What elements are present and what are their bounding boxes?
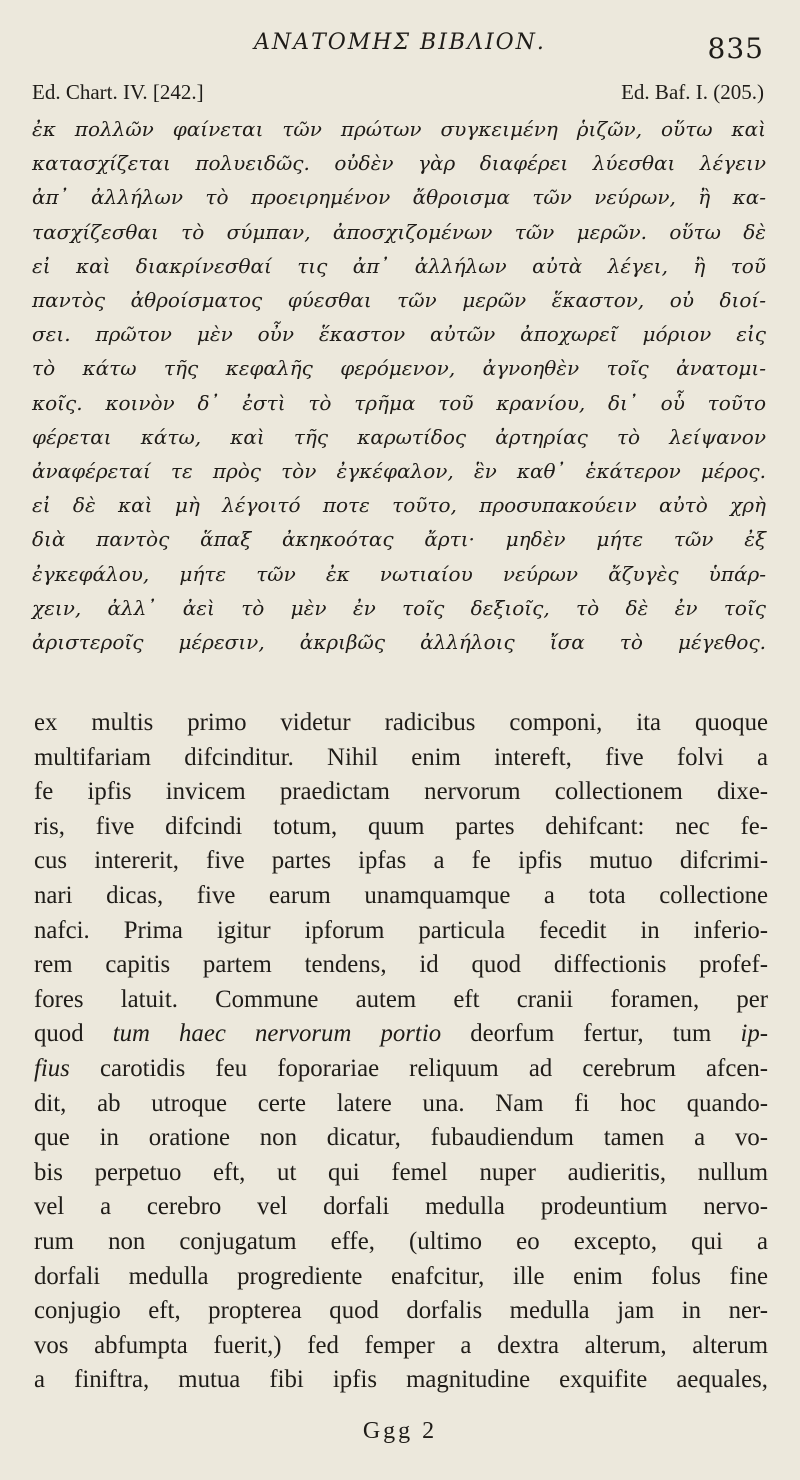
latin-italic-fragment: ip-: [740, 1020, 768, 1048]
greek-line: ἀριστεροῖς μέρεσιν, ἀκριβῶς ἀλλήλοις ἴσα τὸ μέγεθος.: [32, 630, 766, 655]
latin-line: vel a cerebro vel dorfali medulla prodeuntium nervo-: [34, 1193, 768, 1221]
latin-fragment: carotidis feu foporariae reliquum ad cerebrum afcen-: [99, 1054, 768, 1082]
greek-text: [32, 112, 766, 659]
latin-line: nari dicas, five earum unamquamque a tota collectione: [34, 881, 768, 909]
latin-text: [34, 706, 768, 1398]
latin-italic-fragment: fius: [34, 1054, 70, 1082]
latin-italic-fragment: tum haec nervorum portio: [112, 1020, 442, 1048]
running-title: ΑΝΑΤΟΜΗΣ ΒΙΒΛΙΟΝ.: [254, 30, 546, 55]
greek-line: ἀπ᾽ ἀλλήλων τὸ προειρημένον ἄθροισμα τῶν νεύρων, ἢ κα-: [32, 185, 766, 210]
greek-line: εἰ καὶ διακρίνεσθαί τις ἀπ᾽ ἀλλήλων αὐτὰ λέγει, ἢ τοῦ: [32, 253, 766, 278]
latin-line: fores latuit. Commune autem eft cranii foramen, per: [34, 985, 768, 1013]
latin-line: dorfali medulla progrediente enafcitur, ille enim folus fine: [34, 1262, 768, 1290]
latin-fragment: deorfum fertur, tum: [470, 1020, 712, 1048]
latin-line: [34, 1052, 768, 1087]
latin-line: conjugio eft, propterea quod dorfalis medulla jam in ner-: [34, 1297, 768, 1325]
greek-line: χειν, ἀλλ᾽ ἀεὶ τὸ μὲν ἐν τοῖς δεξιοῖς, τὸ δὲ ἐν τοῖς: [32, 595, 766, 620]
greek-line: παντὸς ἀθροίσματος φύεσθαι τῶν μερῶν ἕκαστον, οὐ διοί-: [32, 288, 766, 313]
latin-line: dit, ab utroque certe latere una. Nam fi hoc quando-: [34, 1089, 768, 1117]
latin-line: que in oratione non dicatur, fubaudiendum tamen a vo-: [34, 1124, 768, 1152]
edition-reference: [32, 80, 764, 114]
greek-line: κατασχίζεται πολυειδῶς. οὐδὲν γὰρ διαφέρει λύεσθαι λέγειν: [32, 151, 766, 176]
latin-line: ris, five difcindi totum, quum partes dehifcant: nec fe-: [34, 812, 768, 840]
page-number: 835: [707, 32, 764, 65]
latin-line: vos abfumpta fuerit,) fed femper a dextra alterum, alterum: [34, 1331, 768, 1359]
greek-line: διὰ παντὸς ἅπαξ ἀκηκοότας ἄρτι· μηδὲν μήτε τῶν ἐξ: [32, 527, 766, 552]
greek-line: ἀναφέρεταί τε πρὸς τὸν ἐγκέφαλον, ἓν καθ᾽ ἑκάτερον μέρος.: [32, 459, 766, 484]
latin-line: [34, 1017, 768, 1052]
latin-line: ex multis primo videtur radicibus componi, ita quoque: [34, 709, 768, 736]
greek-line: κοῖς. κοινὸν δ᾽ ἐστὶ τὸ τρῆμα τοῦ κρανίου, δι᾽ οὗ τοῦτο: [32, 390, 766, 415]
edition-basel: Ed. Baf. I. (205.): [621, 80, 764, 104]
latin-line: nafci. Prima igitur ipforum particula fecedit in inferio-: [34, 916, 768, 944]
greek-line: φέρεται κάτω, καὶ τῆς καρωτίδος ἀρτηρίας τὸ λείψανον: [32, 424, 766, 449]
latin-line: multifariam difcinditur. Nihil enim intereft, five folvi a: [34, 743, 768, 771]
latin-line: bis perpetuo eft, ut qui femel nuper audieritis, nullum: [34, 1158, 768, 1186]
greek-line: ἐγκεφάλου, μήτε τῶν ἐκ νωτιαίου νεύρων ἄζυγὲς ὑπάρ-: [32, 561, 766, 586]
latin-line: fe ipfis invicem praedictam nervorum collectionem dixe-: [34, 778, 768, 806]
signature-mark: Ggg 2: [362, 1418, 438, 1444]
latin-line: cus intererit, five partes ipfas a fe ipfis mutuo difcrimi-: [34, 847, 768, 875]
latin-line: rem capitis partem tendens, id quod diffectionis profef-: [34, 951, 768, 979]
running-head: [30, 26, 770, 66]
greek-line: ἐκ πολλῶν φαίνεται τῶν πρώτων συγκειμένη ῥιζῶν, οὕτω καὶ: [32, 117, 766, 141]
latin-fragment: quod: [34, 1020, 84, 1048]
greek-line: τὸ κάτω τῆς κεφαλῆς φερόμενον, ἀγνοηθὲν τοῖς ἀνατομι-: [32, 356, 766, 381]
greek-line: εἰ δὲ καὶ μὴ λέγοιτό ποτε τοῦτο, προσυπακούειν αὐτὸ χρὴ: [32, 493, 766, 518]
greek-line: τασχίζεσθαι τὸ σύμπαν, ἀποσχιζομένων τῶν μερῶν. οὕτω δὲ: [32, 219, 766, 244]
latin-line: a finiftra, mutua fibi ipfis magnitudine exquifite aequales,: [34, 1366, 768, 1394]
greek-line: σει. πρῶτον μὲν οὖν ἕκαστον αὐτῶν ἀποχωρεῖ μόριον εἰς: [32, 322, 766, 347]
latin-line: rum non conjugatum effe, (ultimo eo excepto, qui a: [34, 1227, 768, 1255]
edition-chart: Ed. Chart. IV. [242.]: [32, 80, 204, 104]
